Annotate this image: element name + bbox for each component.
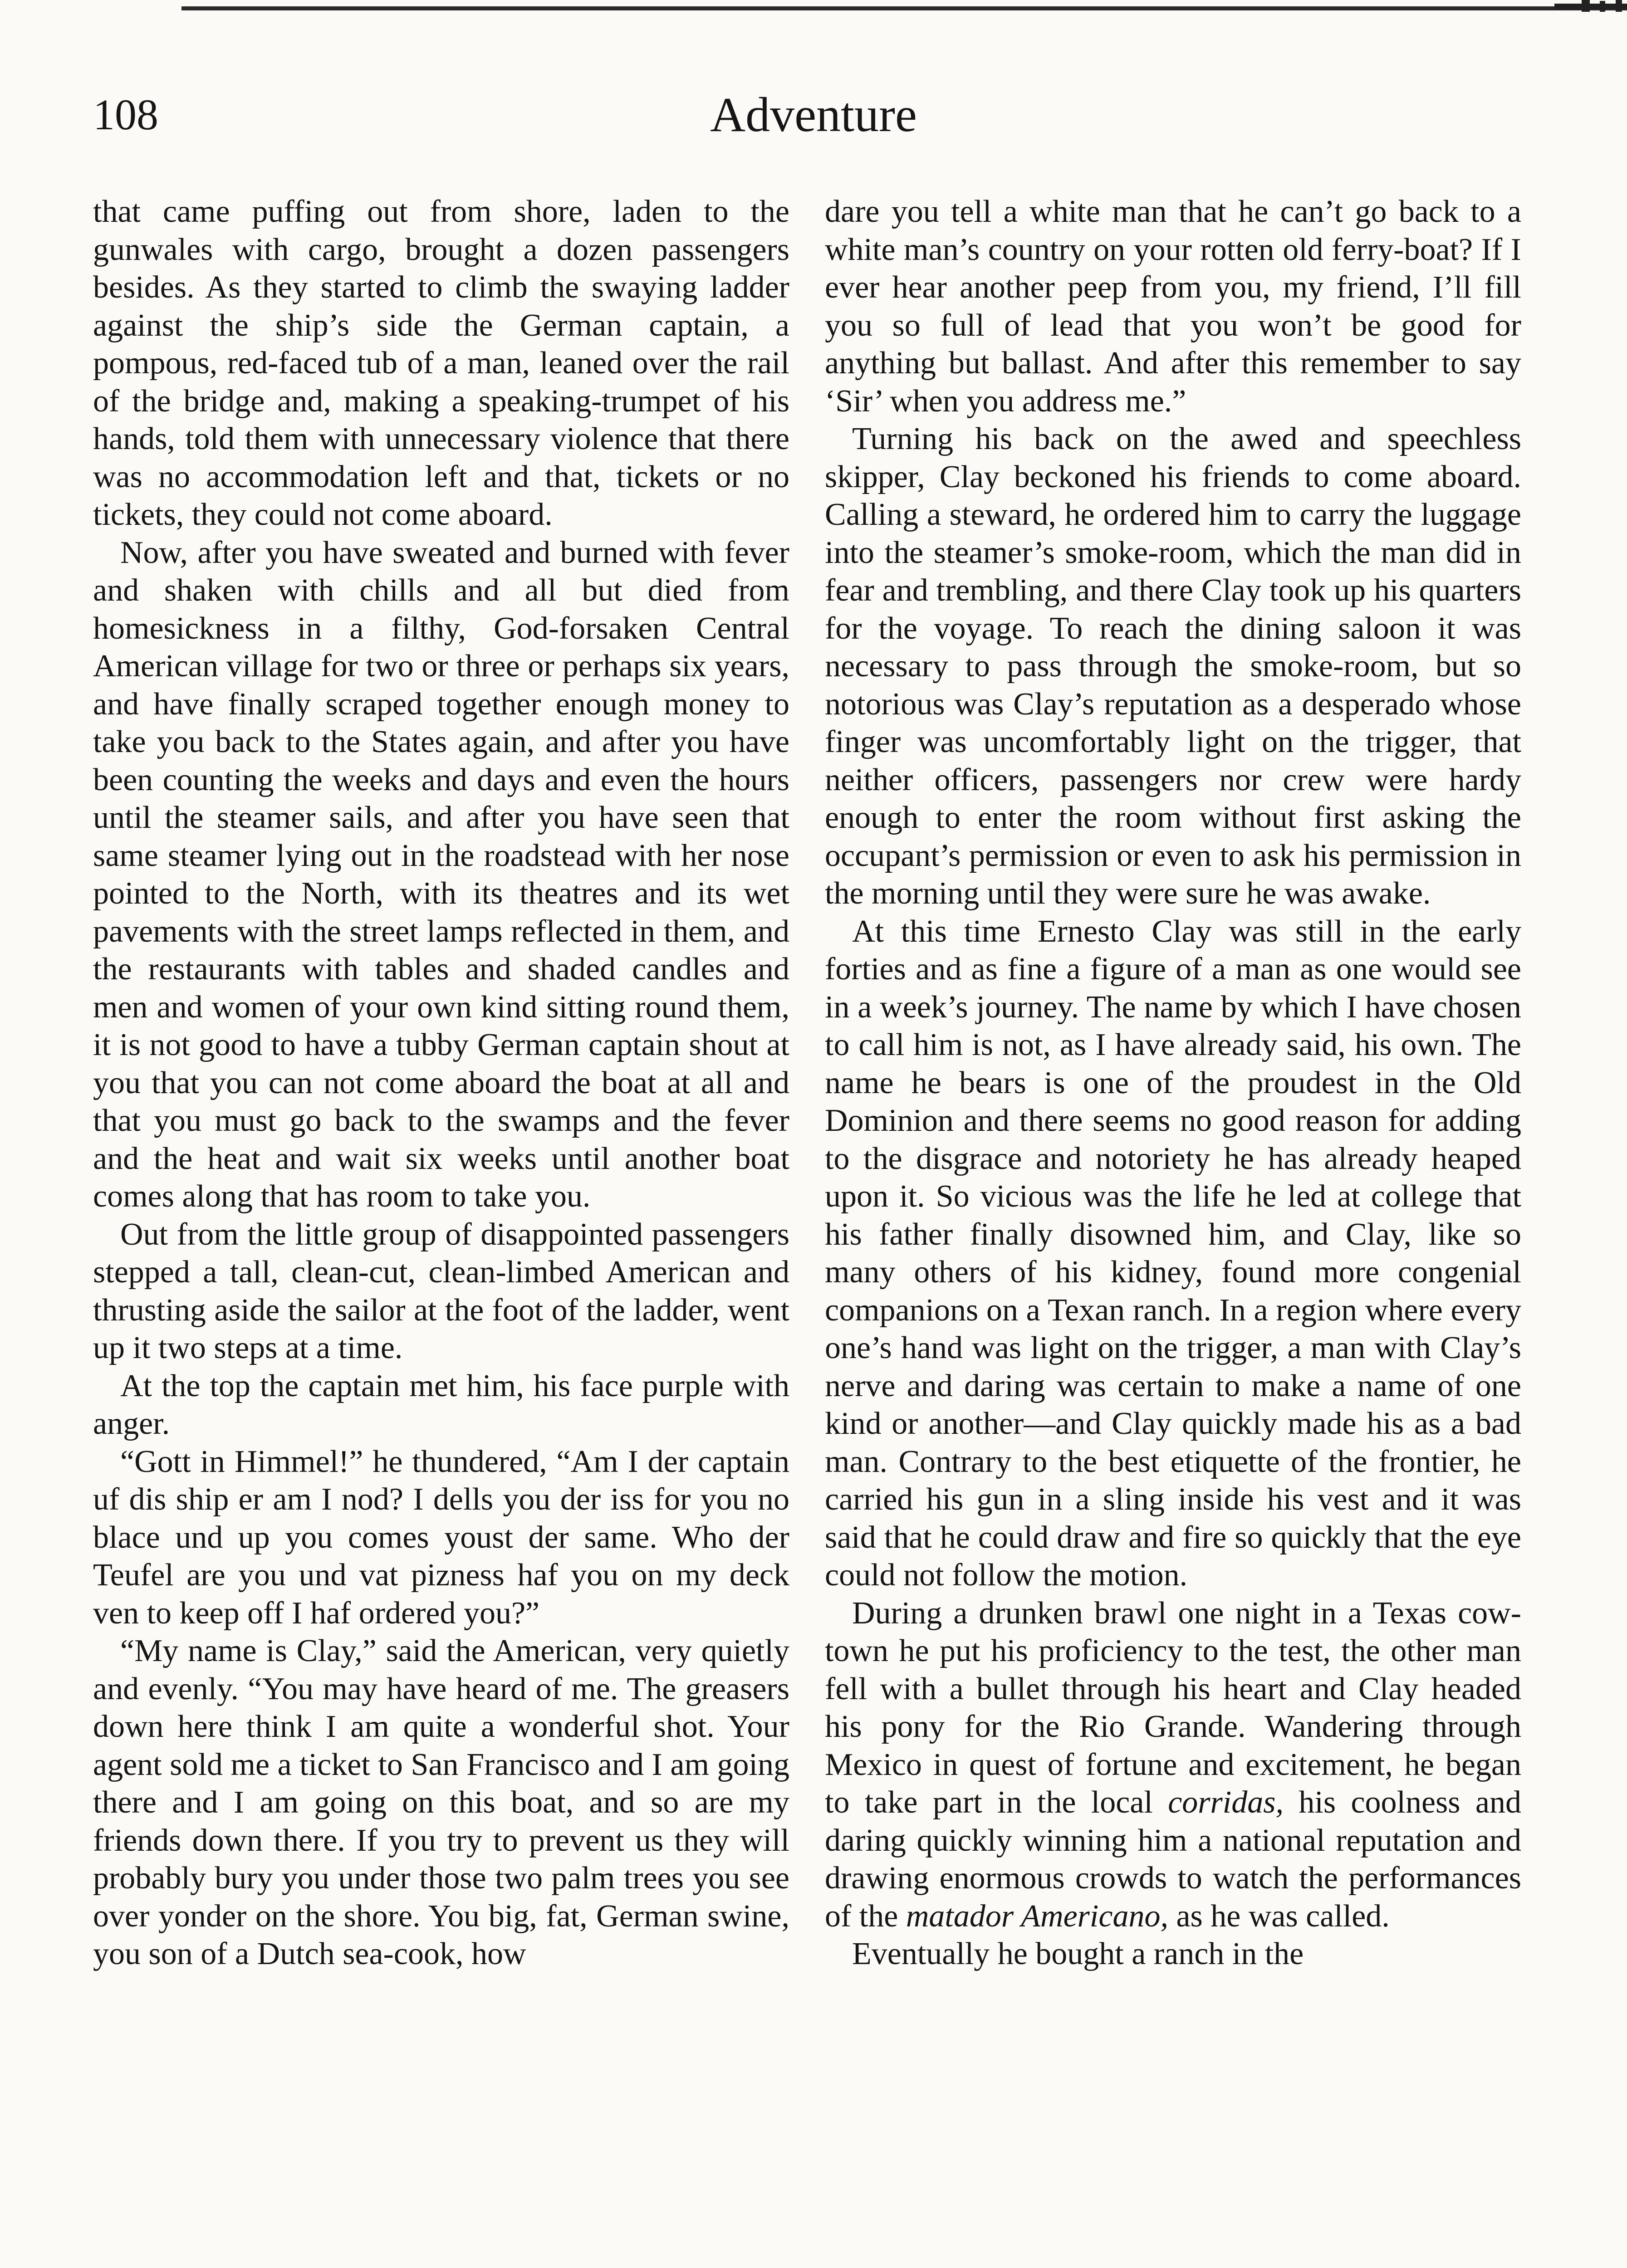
paragraph: Now, after you have sweated and burned with fever and shaken with chills and all but died from homesickness in a filthy, God-forsaken Central American village for two or three or perhaps six years, and have finally scraped together enough money to take you back to the States again, and after you have been counting the weeks and days and even the hours until the steamer sails, and after you have seen that same steamer lying out in the roadstead with her nose pointed to the North, with its theatres and its wet pavements with the street lamps reflected in them, and the restaurants with tables and shaded candles and men and women of your own kind sitting round them, it is not good to have a tubby German captain shout at you that you can not come aboard the boat at all and that you must go back to the swamps and the fever and the heat and wait six weeks until another boat comes along that has room to take you.	[93, 535, 789, 1214]
italic-term: corridas,	[1168, 1785, 1284, 1820]
paragraph: “Gott in Himmel!” he thundered, “Am I der captain uf dis ship er am I nod? I dells you der iss for you no blace und up you comes youst der same. Who der Teufel are you und vat pizness haf you on my deck ven to keep off I haf ordered you?”	[93, 1444, 789, 1631]
paragraph: that came puffing out from shore, laden to the gunwales with cargo, brought a dozen passengers besides. As they started to climb the swaying ladder against the ship’s side the German captain, a pompous, red-faced tub of a man, leaned over the rail of the bridge and, making a speaking-trumpet of his hands, told them with unnecessary violence that there was no accommodation left and that, tickets or no tickets, they could not come aboard.	[93, 194, 789, 532]
paragraph: At this time Ernesto Clay was still in the early forties and as fine a figure of a man as one would see in a week’s journey. The name by which I have chosen to call him is not, as I have already said, his own. The name he bears is one of the proudest in the Old Dominion and there seems no good reason for adding to the disgrace and notoriety he has already heaped upon it. So vicious was the life he led at college that his father finally disowned him, and Clay, like so many others of his kidney, found more congenial companions on a Texan ranch. In a region where every one’s hand was light on the trigger, a man with Clay’s nerve and daring was certain to make a name of one kind or another—and Clay quickly made his as a bad man. Contrary to the best etiquette of the frontier, he carried his gun in a sling inside his vest and it was said that he could draw and fire so quickly that the eye could not follow the motion.	[825, 914, 1521, 1593]
paragraph: At the top the captain met him, his face purple with anger.	[93, 1368, 789, 1441]
rule-ornament	[1554, 0, 1627, 12]
paragraph: “My name is Clay,” said the American, very quietly and evenly. “You may have heard of me. The greasers down here think I am quite a wonderful shot. Your agent sold me a ticket to San Francisco and I am going there and I am going on this boat, and so are my friends down there. If you try to prevent us they will probably bury you under those two palm trees you see over yonder on the shore. You big, fat, German swine, you son of a Dutch sea-cook, how	[93, 1633, 789, 1971]
paragraph: Turning his back on the awed and speechless skipper, Clay beckoned his friends to come aboard. Calling a steward, he ordered him to carry the luggage into the steamer’s smoke-room, which the man did in fear and trembling, and there Clay took up his quarters for the voyage. To reach the dining saloon it was necessary to pass through the smoke-room, but so notorious was Clay’s reputation as a desperado whose finger was uncomfortably light on the trigger, that neither officers, passengers nor crew were hardy enough to enter the room without first asking the occupant’s permission or even to ask his permission in the morning until they were sure he was awake.	[825, 421, 1521, 911]
text-run: as he was called.	[1168, 1898, 1390, 1934]
left-column	[93, 193, 789, 1973]
paragraph: Eventually he bought a ranch in the	[852, 1936, 1304, 1971]
paragraph: dare you tell a white man that he can’t go back to a white man’s country on your rotten old ferry-boat? If I ever hear another peep from you, my friend, I’ll fill you so full of lead that you won’t be good for anything but ballast. And after this remember to say ‘Sir’ when you address me.”	[825, 194, 1521, 419]
running-head: Adventure	[710, 88, 917, 142]
page-number: 108	[93, 90, 158, 139]
text-run: his coolness and daring quickly winning him a national reputation and drawing enormous crowds to watch the performances of the	[825, 1785, 1521, 1934]
paragraph: Out from the little group of disappointed passengers stepped a tall, clean-cut, clean-limbed American and thrusting aside the sailor at the foot of the ladder, went up it two steps at a time.	[93, 1217, 789, 1365]
text-run: During a drunken brawl one night in a Texas cow-town he put his proficiency to the test, the other man fell with a bullet through his heart and Clay headed his pony for the Rio Grande. Wandering through Mexico in quest of fortune and excitement, he began to take part in the local	[825, 1595, 1521, 1820]
right-column	[825, 193, 1521, 1973]
paragraph	[825, 1594, 1521, 1936]
italic-term: matador Americano,	[906, 1898, 1168, 1934]
top-rule	[181, 6, 1627, 10]
